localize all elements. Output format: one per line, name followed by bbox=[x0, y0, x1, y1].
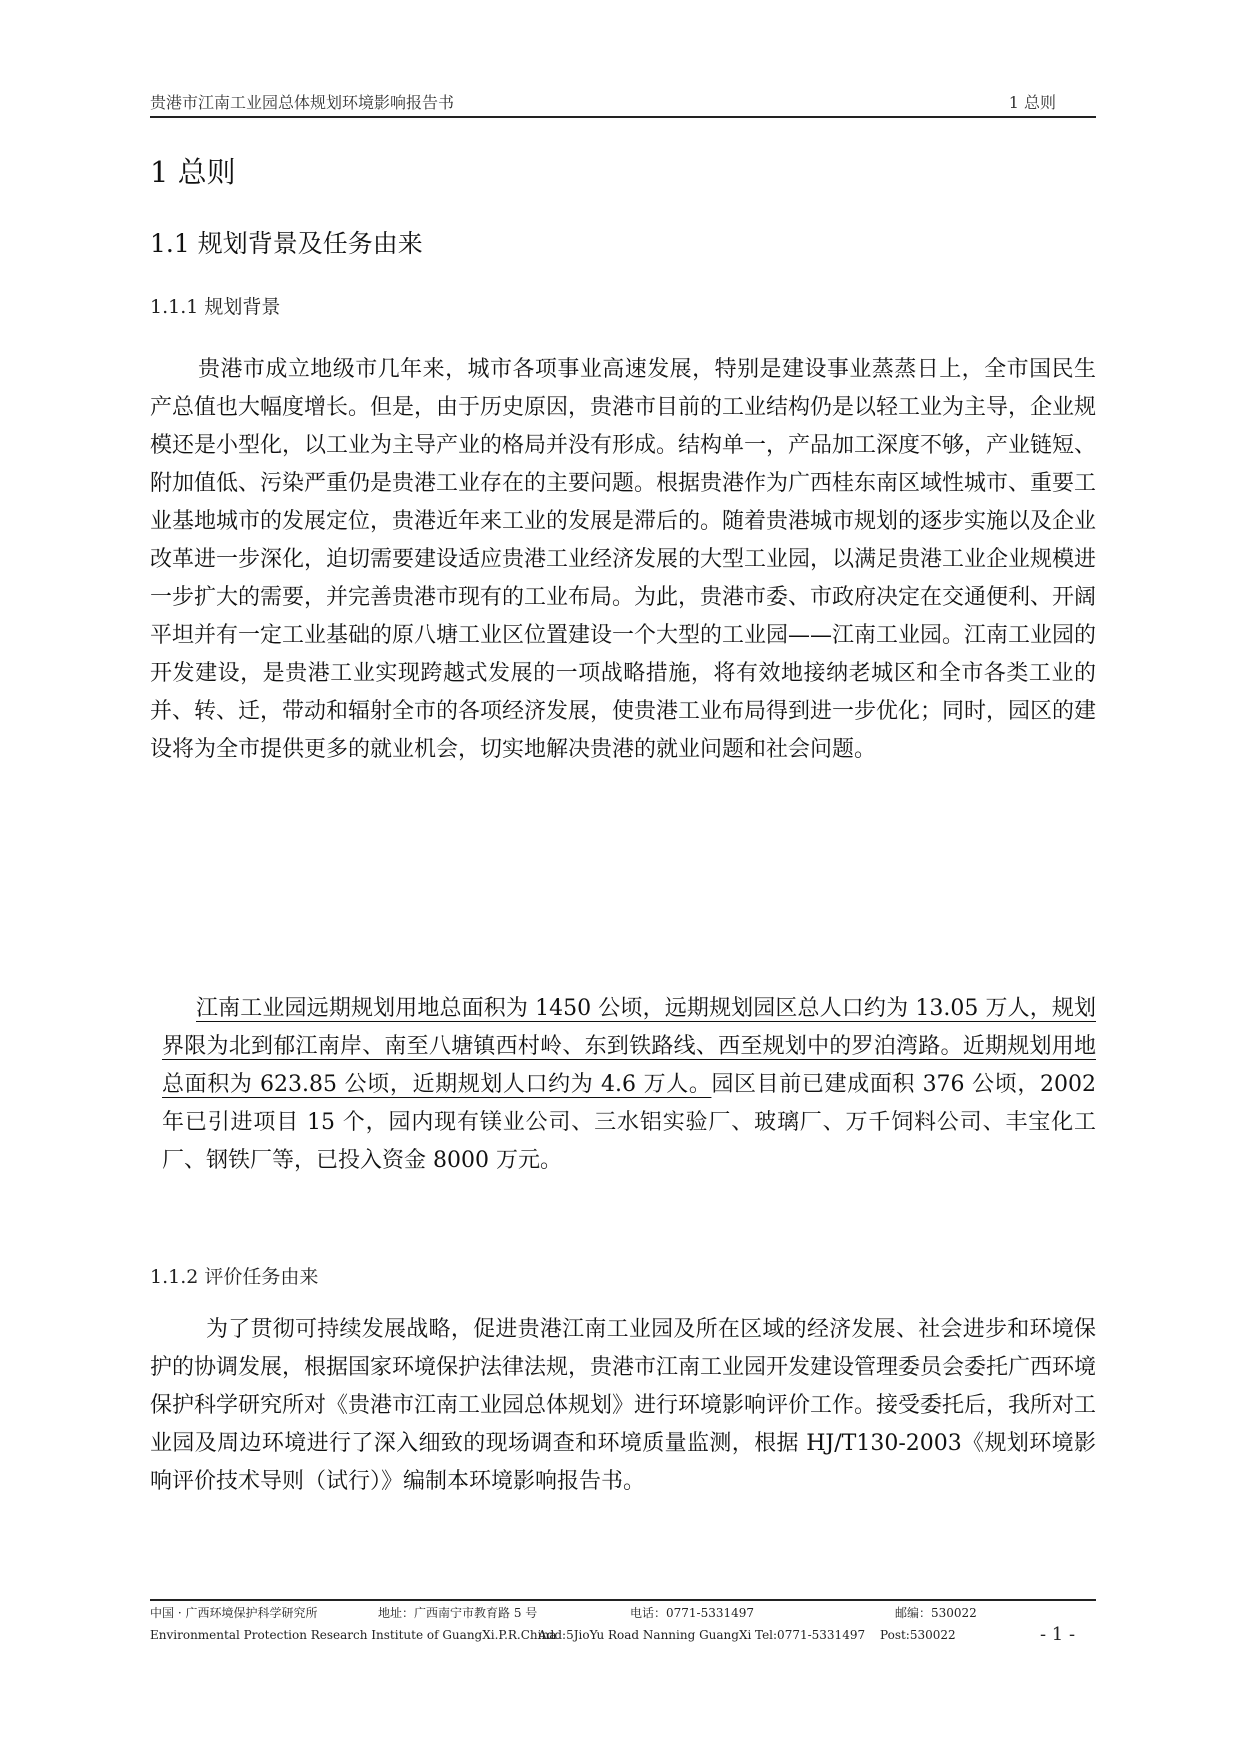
subsection-heading-background: 1.1.1 规划背景 bbox=[150, 296, 281, 318]
header-chapter: 1 总则 bbox=[1008, 93, 1056, 112]
footer-en-address: Add:5JioYu Road Nanning GuangXi bbox=[538, 1628, 752, 1642]
footer-cn-postcode: 邮编：530022 bbox=[895, 1606, 977, 1620]
paragraph-background: 贵港市成立地级市几年来，城市各项事业高速发展，特别是建设事业蒸蒸日上，全市国民生产总值也大幅度增长。但是，由于历史原因，贵港市目前的工业结构仍是以轻工业为主导，企业规模还是小型化，以工业为主导产业的格局并没有形成。结构单一，产品加工深度不够，产业链短、附加值低、污染严重仍是贵港工业存在的主要问题。根据贵港作为广西桂东南区域性城市、重要工业基地城市的发展定位，贵港近年来工业的发展是滞后的。随着贵港城市规划的逐步实施以及企业改革进一步深化，迫切需要建设适应贵港工业经济发展的大型工业园，以满足贵港工业企业规模进一步扩大的需要，并完善贵港市现有的工业布局。为此，贵港市委、市政府决定在交通便利、开阔平坦并有一定工业基础的原八塘工业区位置建设一个大型的工业园——江南工业园。江南工业园的开发建设，是贵港工业实现跨越式发展的一项战略措施，将有效地接纳老城区和全市各类工业的并、转、迁，带动和辐射全市的各项经济发展，使贵港工业布局得到进一步优化；同时，园区的建设将为全市提供更多的就业机会，切实地解决贵港的就业问题和社会问题。 bbox=[150, 357, 1097, 762]
running-header bbox=[150, 88, 1096, 118]
paragraph-task-origin: 为了贯彻可持续发展战略，促进贵港江南工业园及所在区域的经济发展、社会进步和环境保护的协调发展，根据国家环境保护法律法规，贵港市江南工业园开发建设管理委员会委托广西环境保护科学研究所对《贵港市江南工业园总体规划》进行环境影响评价工作。接受委托后，我所对工业园及周边环境进行了深入细致的现场调查和环境质量监测，根据 HJ/T130-2003《规划环境影响评价技术导则（试行）》编制本环境影响报告书。 bbox=[150, 1317, 1097, 1494]
footer-cn-address: 地址：广西南宁市教育路 5 号 bbox=[378, 1606, 538, 1620]
header-document-title: 贵港市江南工业园总体规划环境影响报告书 bbox=[150, 93, 455, 112]
plan-status-text: 园区目前已建成面积 376 公顷，2002 年已引进项目 15 个，园内现有镁业公司、三水铝实验厂、玻璃厂、万千饲料公司、丰宝化工厂、钢铁厂等，已投入资金 8000 万元。 bbox=[162, 1072, 1096, 1173]
underlined-plan-text: 江南工业园远期规划用地总面积为 1450 公顷，远期规划园区总人口约为 13.05 万人，规划界限为北到郁江南岸、南至八塘镇西村岭、东到铁路线、西至规划中的罗泊湾路。近期规划用地总面积为 623.85 公顷，近期规划人口约为 4.6 万人。 bbox=[162, 996, 1096, 1097]
footer-cn-telephone: 电话：0771-5331497 bbox=[630, 1606, 755, 1620]
footer-en-telephone: Tel:0771-5331497 bbox=[755, 1628, 866, 1642]
footer-en-postcode: Post:530022 bbox=[880, 1628, 956, 1642]
subsection-heading-task-origin: 1.1.2 评价任务由来 bbox=[150, 1266, 319, 1288]
chapter-heading: 1 总则 bbox=[150, 155, 236, 189]
footer-en-organization: Environmental Protection Research Institute of GuangXi.P.R.China bbox=[150, 1628, 557, 1642]
footer-cn-organization: 中国 · 广西环境保护科学研究所 bbox=[150, 1606, 318, 1620]
paragraph-plan-scale bbox=[162, 990, 1096, 1180]
page-number: - 1 - bbox=[1040, 1624, 1076, 1645]
footer-divider bbox=[150, 1599, 1096, 1601]
section-heading: 1.1 规划背景及任务由来 bbox=[150, 229, 423, 258]
